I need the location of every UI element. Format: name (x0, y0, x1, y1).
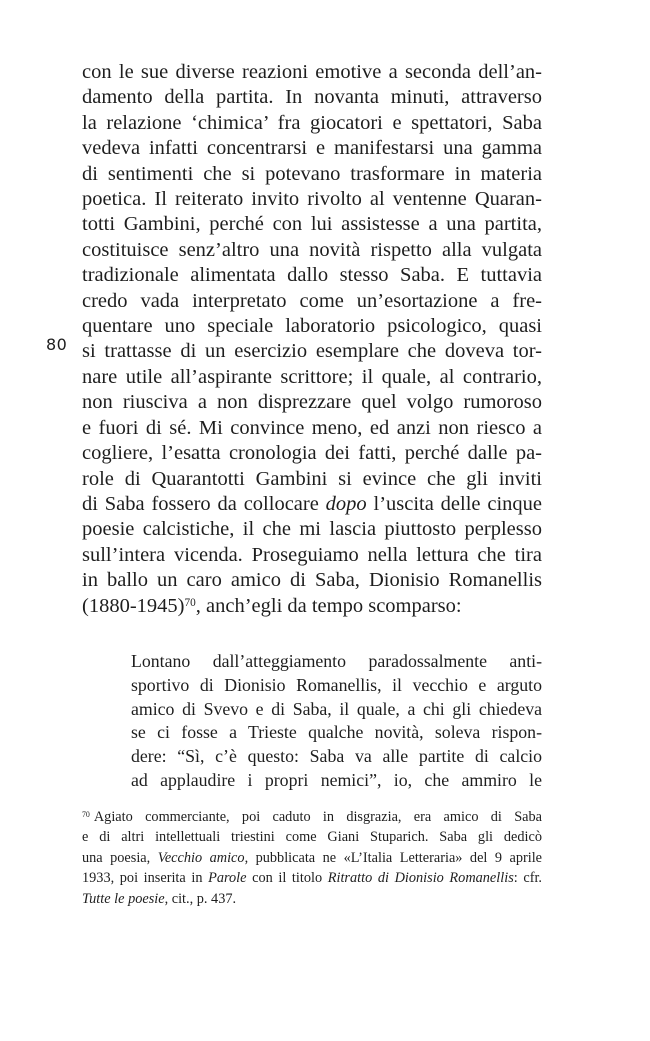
body-text (82, 60, 542, 619)
footnote (82, 807, 542, 909)
body-line: e fuori di sé. Mi convince meno, ed anzi non riesco a (82, 416, 542, 439)
footnote-line (82, 889, 542, 909)
quote-line: amico di Svevo e di Saba, il quale, a chi gli chiedeva (131, 698, 542, 719)
page-number: 80 (46, 335, 68, 354)
body-text-segment: (1880-1945) (82, 594, 185, 617)
body-line: nare utile all’aspirante scrittore; il quale, al contrario, (82, 365, 542, 388)
body-line: la relazione ‘chimica’ fra giocatori e spettatori, Saba (82, 111, 542, 134)
footnote-line (82, 848, 542, 868)
body-line: damento della partita. In novanta minuti, attraverso (82, 86, 542, 109)
footnote-text: , cit., p. 437. (164, 890, 237, 907)
body-line (82, 594, 542, 619)
footnote-text: 1933, poi inserita in (82, 870, 209, 887)
body-line: poetica. Il reiterato invito rivolto al ventenne Quaran- (82, 188, 542, 211)
body-line: totti Gambini, perché con lui assistesse a una partita, (82, 213, 542, 236)
footnote-reference: 70 (184, 596, 196, 609)
body-line: con le sue diverse reazioni emotive a seconda dell’an- (82, 61, 542, 83)
footnote-text: , pubblicata ne «L’Italia Letteraria» del 9 aprile (244, 849, 543, 866)
quote-line: dere: “Sì, c’è questo: Saba va alle partite di calcio (131, 746, 542, 767)
footnote-line: e di altri intellettuali triestini come Giani Stuparich. Saba gli dedicò (82, 829, 542, 846)
footnote-text: una poesia, (82, 849, 158, 866)
quote-line: ad applaudire i propri nemici”, io, che ammiro le (131, 769, 542, 790)
body-line: role di Quarantotti Gambini si evince che gli inviti (82, 467, 542, 490)
title-vecchio-amico: Vecchio amico (157, 849, 245, 866)
title-ritratto: Ritratto di Dionisio Romanellis (327, 870, 514, 887)
body-line: vedeva infatti concentrarsi e manifestarsi una gamma (82, 137, 542, 160)
footnote-line (82, 807, 542, 827)
body-line: non riusciva a non disprezzare quel volgo rumoroso (82, 391, 542, 414)
body-line: credo vada interpretato come un’esortazione a fre- (82, 289, 542, 312)
body-text-segment: di Saba fossero da collocare (82, 492, 326, 515)
body-line: costituisce senz’altro una novità rispetto alla vulgata (82, 238, 542, 261)
footnote-line (82, 868, 542, 888)
emphasis-dopo: dopo (325, 492, 367, 515)
body-line: poesie calcistiche, il che mi lascia piuttosto perplesso (82, 518, 542, 541)
footnote-text: : cfr. (513, 870, 543, 887)
body-line: cogliere, l’esatta cronologia dei fatti, perché dalle pa- (82, 442, 542, 465)
quote-line: sportivo di Dionisio Romanellis, il vecchio e arguto (131, 674, 542, 695)
body-line: sull’intera vicenda. Proseguiamo nella lettura che tira (82, 543, 542, 566)
body-line: si trattasse di un esercizio esemplare che doveva tor- (82, 340, 542, 363)
block-quote (131, 650, 542, 793)
body-line: in ballo un caro amico di Saba, Dionisio Romanellis (82, 569, 542, 592)
body-line (82, 492, 542, 517)
title-parole: Parole (208, 870, 247, 887)
footnote-text: con il titolo (246, 870, 328, 887)
body-line: di sentimenti che si potevano trasformare in materia (82, 162, 542, 185)
body-text-segment: , anch’egli da tempo scomparso: (195, 594, 462, 617)
body-line: tradizionale alimentata dallo stesso Saba. E tuttavia (82, 264, 542, 287)
body-text-segment: l’uscita delle cinque (366, 492, 542, 515)
body-line: quentare uno speciale laboratorio psicologico, quasi (82, 315, 542, 338)
footnote-text: Agiato commerciante, poi caduto in disgrazia, era amico di Saba (93, 809, 542, 825)
quote-line: se ci fosse a Trieste qualche novità, soleva rispon- (131, 722, 542, 743)
footnote-number: 70 (82, 809, 90, 819)
title-tutte-le-poesie: Tutte le poesie (82, 890, 165, 907)
quote-line: Lontano dall’atteggiamento paradossalmente anti- (131, 651, 542, 671)
